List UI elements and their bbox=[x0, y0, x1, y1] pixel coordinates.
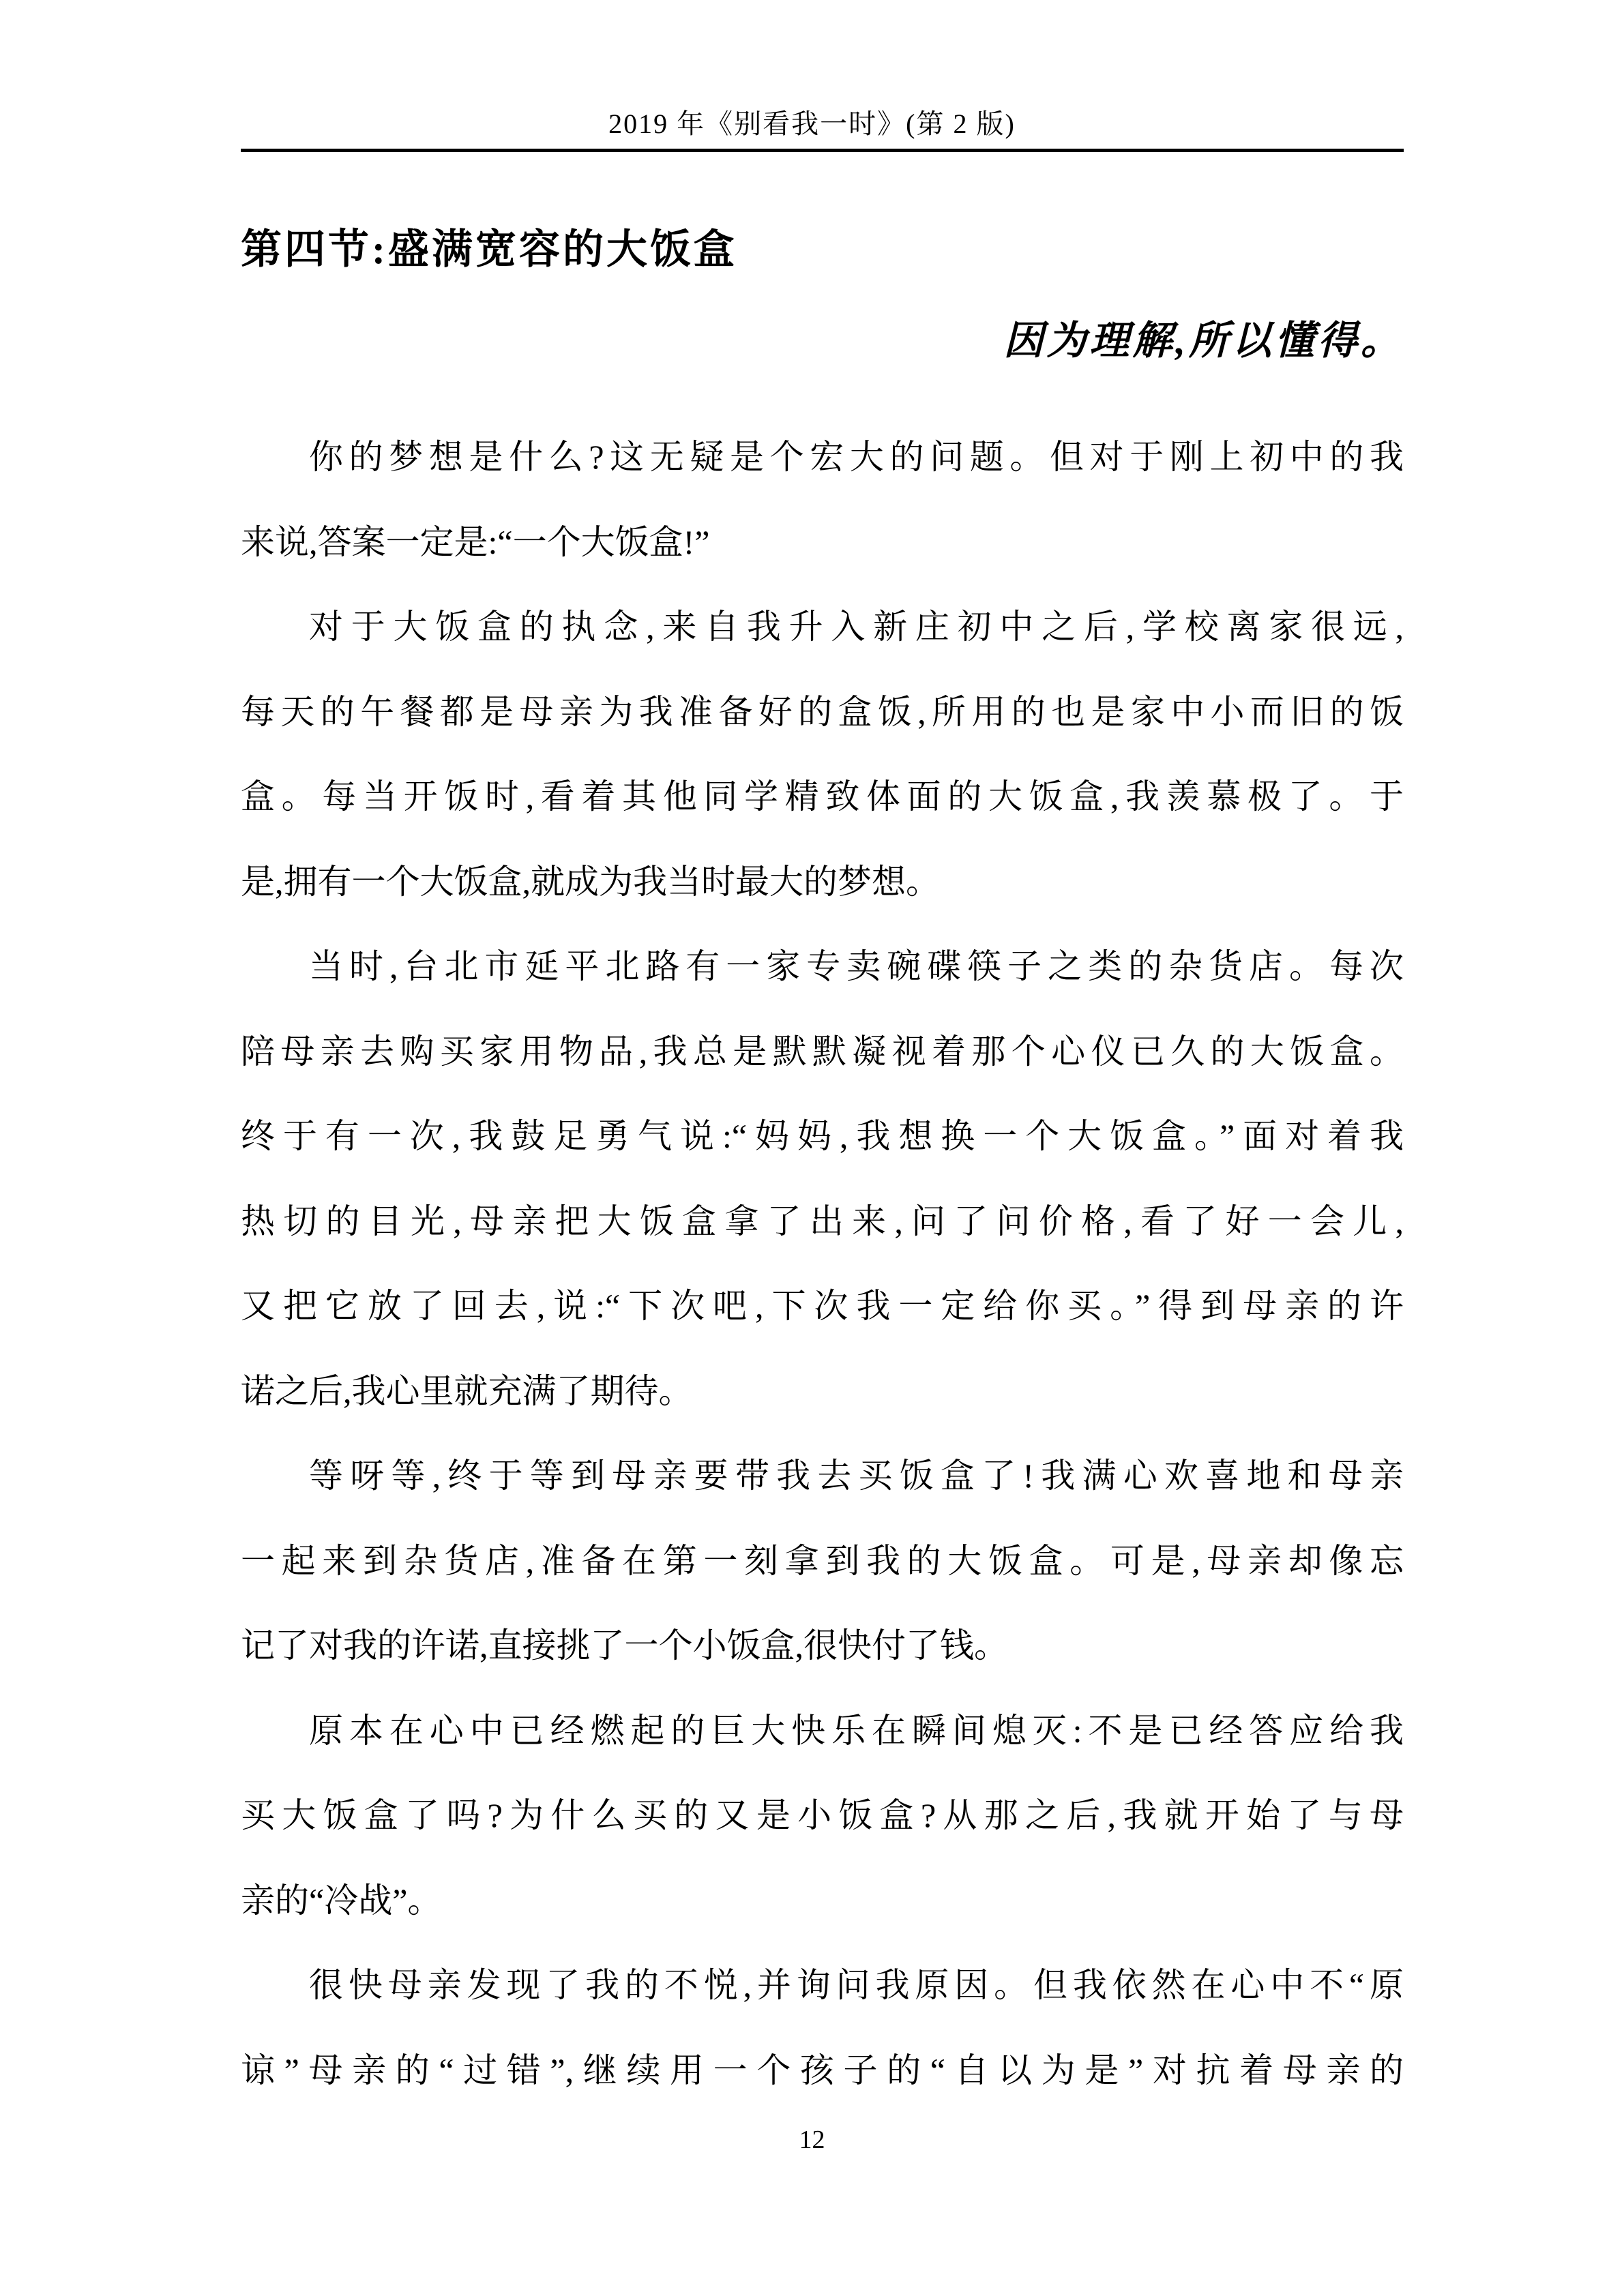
text-line: 原本在心中已经燃起的巨大快乐在瞬间熄灭:不是已经答应给我 bbox=[309, 1711, 1404, 1750]
text-line: 等呀等,终于等到母亲要带我去买饭盒了!我满心欢喜地和母亲 bbox=[309, 1457, 1404, 1495]
text-line: 每天的午餐都是母亲为我准备好的盒饭,所用的也是家中小而旧的饭 bbox=[241, 692, 1404, 731]
page-number: 12 bbox=[799, 2126, 825, 2154]
paragraph bbox=[241, 924, 1404, 1433]
text-line: 陪母亲去购买家用物品,我总是默默凝视着那个心仪已久的大饭盒。 bbox=[241, 1032, 1404, 1071]
header-divider bbox=[241, 149, 1404, 152]
text-line: 记了对我的许诺,直接挑了一个小饭盒,很快付了钱。 bbox=[241, 1626, 1008, 1665]
text-line: 谅”母亲的“过错”,继续用一个孩子的“自以为是”对抗着母亲的 bbox=[241, 2051, 1404, 2089]
paragraph bbox=[241, 1943, 1404, 2113]
text-line: 买大饭盒了吗?为什么买的又是小饭盒?从那之后,我就开始了与母 bbox=[241, 1796, 1404, 1834]
text-line: 热切的目光,母亲把大饭盒拿了出来,问了问价格,看了好一会儿, bbox=[241, 1202, 1404, 1240]
text-line: 是,拥有一个大饭盒,就成为我当时最大的梦想。 bbox=[241, 862, 940, 901]
text-line: 对于大饭盒的执念,来自我升入新庄初中之后,学校离家很远, bbox=[309, 608, 1404, 646]
body-text bbox=[241, 415, 1404, 2113]
paragraph bbox=[241, 1688, 1404, 1943]
text-line: 你的梦想是什么?这无疑是个宏大的问题。但对于刚上初中的我 bbox=[309, 438, 1404, 476]
text-line: 盒。每当开饭时,看着其他同学精致体面的大饭盒,我羡慕极了。于 bbox=[241, 777, 1404, 816]
section-title: 第四节:盛满宽容的大饭盒 bbox=[241, 227, 737, 272]
epigraph: 因为理解,所以懂得。 bbox=[1003, 318, 1404, 363]
running-header: 2019 年《别看我一时》(第 2 版) bbox=[608, 108, 1016, 139]
paragraph bbox=[241, 415, 1404, 584]
paragraph bbox=[241, 584, 1404, 924]
text-line: 来说,答案一定是:“一个大饭盒!” bbox=[241, 522, 710, 561]
text-line: 诺之后,我心里就充满了期待。 bbox=[241, 1371, 693, 1410]
paragraph bbox=[241, 1433, 1404, 1688]
text-line: 终于有一次,我鼓足勇气说:“妈妈,我想换一个大饭盒。”面对着我 bbox=[241, 1117, 1404, 1155]
text-line: 一起来到杂货店,准备在第一刻拿到我的大饭盒。可是,母亲却像忘 bbox=[241, 1541, 1404, 1580]
text-line: 又把它放了回去,说:“下次吧,下次我一定给你买。”得到母亲的许 bbox=[241, 1287, 1404, 1325]
text-line: 亲的“冷战”。 bbox=[241, 1881, 442, 1920]
text-line: 当时,台北市延平北路有一家专卖碗碟筷子之类的杂货店。每次 bbox=[309, 947, 1404, 985]
text-line: 很快母亲发现了我的不悦,并询问我原因。但我依然在心中不“原 bbox=[309, 1966, 1404, 2004]
